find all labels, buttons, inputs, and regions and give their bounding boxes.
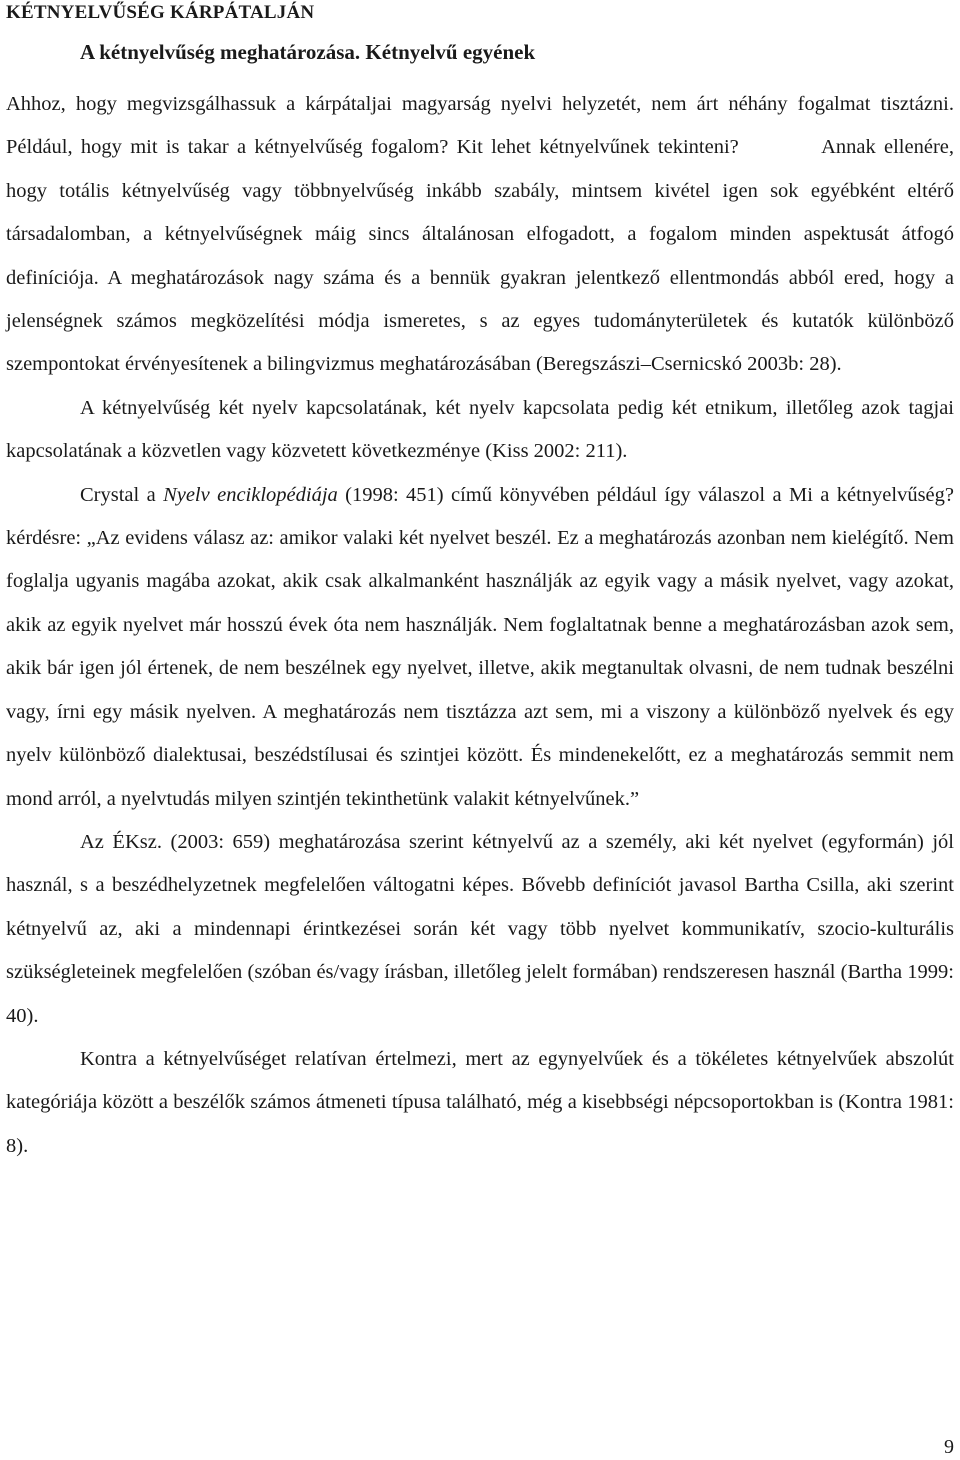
running-head: KÉTNYELVŰSÉG KÁRPÁTALJÁN (6, 2, 315, 23)
paragraph-4: Az ÉKsz. (2003: 659) meghatározása szerint kétnyelvű az a személy, aki két nyelvet (egyformán) jól használ, s a beszédhelyzetnek megfelelően váltogatni képes. Bővebb definíciót javasol Bartha Csilla, aki szerint kétnyelvű az, aki a mindennapi érintkezései során két vagy több nyelvet kommunikatív, szocio-kulturális szükségleteinek megfelelően (szóban és/vagy írásban, illetőleg jelelt formában) rendszeresen használ (Bartha 1999: 40). (6, 830, 954, 1027)
book-title: Nyelv enciklopédiája (163, 483, 338, 506)
paragraph-1-continuation: Annak ellenére, hogy totális kétnyelvűség vagy többnyelvűség inkább szabály, mintsem kivétel igen sok egyébként eltérő társadalomban, a kétnyelvűségnek máig sincs általánosan elfogadott, a fogalom minden aspektusát átfogó definíciója. A meghatározások nagy száma és a bennük gyakran jelentkező ellentmondás abból ered, hogy a jelenségnek számos megközelítési módja ismeretes, s az egyes tudományterületek és kutatók különböző szempontokat érvényesítenek a bilingvizmus meghatározásában (Beregszászi–Csernicskó 2003b: 28). (6, 136, 954, 376)
page-number: 9 (944, 1436, 954, 1458)
paragraph-1 (6, 83, 954, 387)
paragraph-3-rest: (1998: 451) című könyvében például így válaszol a Mi a kétnyelvűség? kérdésre: „Az evidens válasz az: amikor valaki két nyelvet beszél. Ez a meghatározás azonban nem kielégítő. Nem foglalja ugyanis magába azokat, akik csak alkalmanként használják az egyik vagy a másik nyelvet, vagy azokat, akik az egyik nyelvet már hosszú évek óta nem használják. Nem foglaltatnak benne a meghatározásban azok sem, akik bár igen jól értenek, de nem beszélnek egy nyelvet, illetve, akik megtanultak olvasni, de nem tudnak beszélni vagy, írni egy másik nyelven. A meghatározás nem tisztázza azt sem, mi a viszony a különböző nyelvek és egy nyelv különböző dialektusai, beszédstílusai és szintjei között. És mindenekelőtt, ez a meghatározás semmit nem mond arról, a nyelvtudás milyen szintjén tekinthetünk valakit kétnyelvűnek.” (6, 483, 954, 810)
paragraph-3-lead: Crystal a (80, 483, 164, 506)
section-title: A kétnyelvűség meghatározása. Kétnyelvű egyének (80, 40, 536, 64)
paragraph-5: Kontra a kétnyelvűséget relatívan értelmezi, mert az egynyelvűek és a tökéletes kétnyelvűek abszolút kategóriája között a beszélők számos átmeneti típusa található, még a kisebbségi népcsoportokban is (Kontra 1981: 8). (6, 1047, 954, 1157)
paragraph-1-intro: Ahhoz, hogy megvizsgálhassuk a kárpátaljai magyarság nyelvi helyzetét, nem árt néhány fogalmat tisztázni. Például, hogy mit is takar a kétnyelvűség fogalom? Kit lehet kétnyelvűnek tekinteni? (6, 93, 954, 159)
paragraph-2: A kétnyelvűség két nyelv kapcsolatának, két nyelv kapcsolata pedig két etnikum, illetőleg azok tagjai kapcsolatának a közvetlen vagy közvetett következménye (Kiss 2002: 211). (6, 396, 954, 463)
body-text (6, 83, 954, 1168)
paragraph-3 (6, 474, 954, 821)
